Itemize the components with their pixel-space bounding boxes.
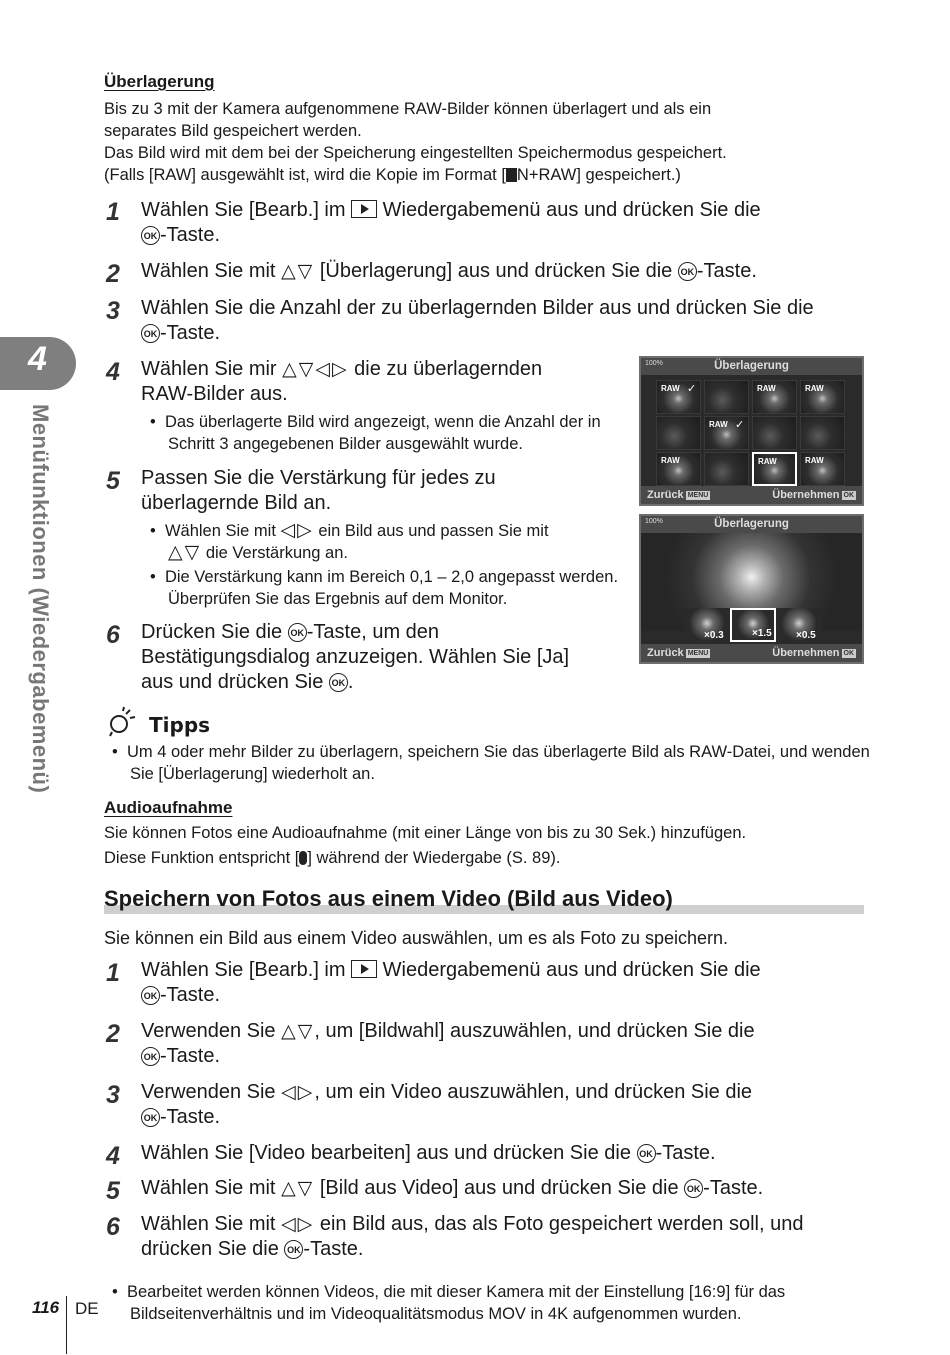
step-number: 5 (106, 1177, 120, 1205)
screen-footer (641, 644, 862, 662)
thumbnail[interactable]: RAW (800, 452, 845, 486)
ok-button-icon: OK (141, 226, 160, 245)
thumbnail[interactable] (752, 416, 797, 450)
ok-button-icon: OK (288, 623, 307, 642)
page-number: 116 (32, 1298, 60, 1317)
gain-thumbnail[interactable]: ×0.3 (684, 608, 730, 642)
step-text: Verwenden Sie ◁▷, um ein Video auszuwählen, und drücken Sie die OK -Taste. (141, 1081, 753, 1128)
battery-indicator: 100% (645, 518, 663, 525)
step-bullet: • Das überlagerte Bild wird angezeigt, wenn die Anzahl der in Schritt 3 angegebenen Bilder ausgewählt wurde. (150, 413, 601, 453)
thumbnail[interactable]: RAW (656, 452, 701, 486)
four-way-arrows-icon: △▽◁▷ (282, 359, 349, 380)
step-bullet: • Die Verstärkung kann im Bereich 0,1 – 2,0 angepasst werden. Überprüfen Sie das Ergebnis auf dem Monitor. (150, 568, 619, 608)
step-text: Wählen Sie mit △▽ [Überlagerung] aus und drücken Sie die OK -Taste. (141, 260, 757, 282)
back-hint[interactable]: Zurück MENU (647, 647, 709, 659)
step-text: Wählen Sie [Bearb.] im Wiedergabemenü aus und drücken Sie die OK -Taste. (141, 959, 761, 1006)
playback-icon (351, 200, 377, 218)
tips-title: Tipps (149, 713, 211, 737)
step-number: 3 (106, 1081, 120, 1109)
step-number: 6 (106, 621, 120, 649)
ok-button-icon: OK (637, 1144, 656, 1163)
playback-icon (351, 960, 377, 978)
screen-footer (641, 486, 862, 504)
step-number: 1 (106, 959, 120, 987)
thumbnail[interactable]: RAW ✓ (704, 416, 749, 450)
intro-line: Bis zu 3 mit der Kamera aufgenommene RAW-Bilder können überlagert und als ein (104, 100, 712, 118)
step-number: 2 (106, 260, 120, 288)
step-text: Wählen Sie mir △▽◁▷ die zu überlagernden RAW-Bilder aus. (141, 358, 543, 405)
ok-button-icon: OK (684, 1179, 703, 1198)
gain-thumbnail[interactable]: ×0.5 (776, 608, 822, 642)
step-text: Wählen Sie [Bearb.] im Wiedergabemenü aus und drücken Sie die OK -Taste. (141, 199, 761, 246)
step-number: 5 (106, 467, 120, 495)
thumbnail[interactable]: RAW (800, 380, 845, 414)
language-code: DE (75, 1299, 99, 1318)
up-down-arrows-icon: △▽ (168, 542, 202, 563)
ok-button-icon: OK (141, 1047, 160, 1066)
step-text: Passen Sie die Verstärkung für jedes zu überlagernde Bild an. (141, 467, 496, 514)
video-note: • Bearbeitet werden können Videos, die mit dieser Kamera mit der Einstellung [16:9] für das Bildseitenverhältnis und im Videoqualitätsmodus MOV in 4K aufgenommen wurden. (112, 1283, 786, 1323)
step-number: 3 (106, 297, 120, 325)
thumbnail[interactable] (704, 452, 749, 486)
step-text: Verwenden Sie △▽, um [Bildwahl] auszuwählen, und drücken Sie die OK -Taste. (141, 1020, 755, 1067)
ok-button-icon: OK (141, 1108, 160, 1127)
section-heading-video: Speichern von Fotos aus einem Video (Bild aus Video) (104, 886, 673, 911)
up-down-arrows-icon: △▽ (281, 1178, 315, 1199)
step-text: Wählen Sie [Video bearbeiten] aus und drücken Sie die OK -Taste. (141, 1142, 716, 1164)
step-text: Wählen Sie mit △▽ [Bild aus Video] aus und drücken Sie die OK -Taste. (141, 1177, 764, 1199)
video-intro: Sie können ein Bild aus einem Video auswählen, um es als Foto zu speichern. (104, 928, 729, 948)
check-icon: ✓ (687, 383, 697, 395)
left-right-arrows-icon: ◁▷ (281, 1214, 315, 1235)
step-number: 1 (106, 198, 120, 226)
thumbnail[interactable] (656, 416, 701, 450)
screen-title: Überlagerung (641, 516, 862, 533)
up-down-arrows-icon: △▽ (281, 1021, 315, 1042)
apply-hint[interactable]: Übernehmen OK (772, 647, 854, 659)
thumbnail[interactable]: RAW (752, 380, 797, 414)
thumbnail[interactable] (800, 416, 845, 450)
intro-line: separates Bild gespeichert werden. (104, 122, 362, 140)
up-down-arrows-icon: △▽ (281, 261, 315, 282)
ok-button-icon: OK (329, 673, 348, 692)
step-bullet: • Wählen Sie mit ◁▷ ein Bild aus und passen Sie mit △▽ die Verstärkung an. (150, 520, 549, 563)
left-right-arrows-icon: ◁▷ (281, 1082, 315, 1103)
section-title-audio: Audioaufnahme (104, 798, 233, 817)
back-hint[interactable]: Zurück MENU (647, 489, 709, 501)
audio-line: Diese Funktion entspricht [ ] während der Wiedergabe (S. 89). (104, 849, 561, 867)
step-number: 4 (106, 1142, 120, 1170)
chapter-label: Menüfunktionen (Wiedergabemenü) (28, 404, 53, 794)
check-icon: ✓ (735, 419, 745, 431)
chapter-number: 4 (28, 340, 47, 378)
camera-screen-gain (639, 514, 864, 664)
apply-hint[interactable]: Übernehmen OK (772, 489, 854, 501)
step-number: 6 (106, 1213, 120, 1241)
thumbnail-selected[interactable]: RAW (752, 452, 797, 486)
camera-screen-select (639, 356, 864, 506)
intro-line: Das Bild wird mit dem bei der Speicherung eingestellten Speichermodus gespeichert. (104, 144, 727, 162)
step-number: 2 (106, 1020, 120, 1048)
section-title-overlay: Überlagerung (104, 72, 215, 91)
step-number: 4 (106, 358, 120, 386)
gain-thumbnail-selected[interactable]: ×1.5 (730, 608, 776, 642)
ok-button-icon: OK (141, 324, 160, 343)
thumbnail[interactable]: RAW ✓ (656, 380, 701, 414)
ok-button-icon: OK (284, 1240, 303, 1259)
thumbnail[interactable] (704, 380, 749, 414)
step-text: Wählen Sie die Anzahl der zu überlagernden Bilder aus und drücken Sie die OK -Taste. (141, 297, 814, 344)
battery-indicator: 100% (645, 360, 663, 367)
screen-title: Überlagerung (641, 358, 862, 375)
left-right-arrows-icon: ◁▷ (280, 520, 314, 541)
overlay-intro (104, 98, 864, 186)
tips-icon (106, 706, 138, 738)
step-text: Wählen Sie mit ◁▷ ein Bild aus, das als Foto gespeichert werden soll, und drücken Sie die OK -Taste. (141, 1213, 804, 1260)
audio-text (104, 822, 864, 869)
intro-line: (Falls [RAW] ausgewählt ist, wird die Kopie im Format [ N+RAW] gespeichert.) (104, 166, 681, 184)
ok-button-icon: OK (678, 262, 697, 281)
audio-line: Sie können Fotos eine Audioaufnahme (mit einer Länge von bis zu 30 Sek.) hinzufügen. (104, 824, 747, 842)
ok-button-icon: OK (141, 986, 160, 1005)
footer-divider (66, 1296, 67, 1354)
step-text: Drücken Sie die OK -Taste, um den Bestätigungsdialog anzuzeigen. Wählen Sie [Ja] aus und drücken Sie OK . (141, 621, 570, 693)
large-normal-icon (506, 168, 517, 182)
tips-bullet: • Um 4 oder mehr Bilder zu überlagern, speichern Sie das überlagerte Bild als RAW-Datei, und wenden Sie [Überlagerung] wiederholt an. (112, 743, 870, 783)
